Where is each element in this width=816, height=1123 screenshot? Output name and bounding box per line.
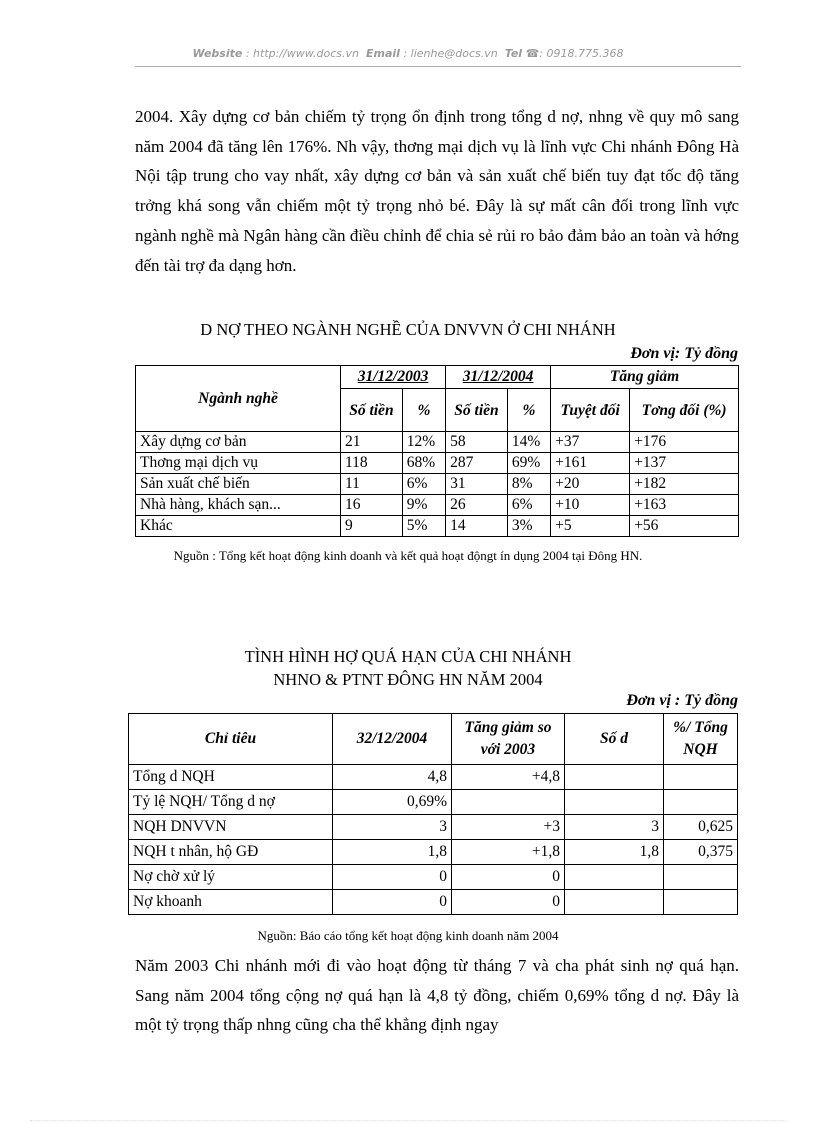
table-row: Sản xuất chế biến 11 6% 31 8% +20 +182	[136, 474, 739, 495]
table2-source: Nguồn: Báo cáo tổng kết hoạt động kinh doanh năm 2004	[257, 928, 559, 943]
table-row: Xây dựng cơ bản 21 12% 58 14% +37 +176	[136, 432, 739, 453]
table-row: Tổng d NQH 4,8 +4,8	[129, 765, 738, 790]
tel-value: : 0918.775.368	[539, 47, 624, 60]
email-label: Email	[366, 47, 400, 60]
paragraph-1: 2004. Xây dựng cơ bản chiếm tỷ trọng ổn định trong tổng d nợ, nhng về quy mô sang năm 2004 đã tăng lên 176%. Nh vậy, thơng mại dịch vụ là lĩnh vực Chi nhánh Đông Hà Nội tập trung cho vay nhất, xây dựng cơ bản và sản xuất chế biến tuy đạt tốc độ tăng trởng khá song vẫn chiếm một tỷ trọng nhỏ bé. Đây là sự mất cân đối trong lĩnh vực ngành nghề mà Ngân hàng cần điều chỉnh để chia sẻ rủi ro bảo đảm bảo an toàn và hớng đến tài trợ đa dạng hơn.	[135, 107, 739, 275]
table2-unit: Đơn vị : Tỷ đồng	[626, 692, 738, 709]
table2-title-line2: NHNO & PTNT ĐÔNG HN NĂM 2004	[273, 670, 543, 689]
col-change: Tăng giảm so với 2003	[452, 714, 565, 765]
col-indicator: Chỉ tiêu	[129, 714, 333, 765]
page-header	[0, 47, 816, 60]
sub-absolute: Tuyệt đối	[551, 389, 630, 432]
table-row: Nợ khoanh 0 0	[129, 890, 738, 915]
table-row: Khác 9 5% 14 3% +5 +56	[136, 516, 739, 537]
col-industry: Ngành nghề	[136, 366, 341, 432]
industry-loan-table	[135, 365, 739, 537]
table-row: Tỷ lệ NQH/ Tổng d nợ 0,69%	[129, 790, 738, 815]
paragraph-2: Năm 2003 Chi nhánh mới đi vào hoạt động từ tháng 7 và cha phát sinh nợ quá hạn. Sang năm 2004 tổng cộng nợ quá hạn là 4,8 tỷ đồng, chiếm 0,69% tổng d nợ. Đây là một tỷ trọng thấp nhng cũng cha thể khẳng định ngay	[135, 956, 739, 1035]
email-value: : lienhe@docs.vn	[403, 47, 498, 60]
footer-divider	[30, 1120, 786, 1121]
col-share: %/ Tổng NQH	[664, 714, 738, 765]
website-value: : http://www.docs.vn	[245, 47, 360, 60]
table-row: Nợ chờ xử lý 0 0	[129, 865, 738, 890]
website-label: Website	[192, 47, 243, 60]
table-row: Nhà hàng, khách sạn... 16 9% 26 6% +10 +163	[136, 495, 739, 516]
overdue-debt-table	[128, 713, 738, 915]
col-change: Tăng giảm	[551, 366, 739, 389]
sub-pct-2004: %	[507, 389, 550, 432]
col-balance: Số d	[565, 714, 664, 765]
table2-title-line1: TÌNH HÌNH HỢ QUÁ HẠN CỦA CHI NHÁNH	[244, 647, 572, 666]
table1-unit: Đơn vị: Tỷ đồng	[630, 345, 738, 362]
table-row: Thơng mại dịch vụ 118 68% 287 69% +161 +137	[136, 453, 739, 474]
table-row: NQH DNVVN 3 +3 3 0,625	[129, 815, 738, 840]
sub-amount-2004: Số tiền	[446, 389, 508, 432]
table-row: NQH t nhân, hộ GĐ 1,8 +1,8 1,8 0,375	[129, 840, 738, 865]
col-2003: 31/12/2003	[341, 366, 446, 389]
sub-pct-2003: %	[402, 389, 445, 432]
sub-relative: Tơng đối (%)	[630, 389, 739, 432]
sub-amount-2003: Số tiền	[341, 389, 403, 432]
col-date: 32/12/2004	[333, 714, 452, 765]
header-divider	[135, 66, 741, 67]
table1-source: Nguồn : Tổng kết hoạt động kinh doanh và kết quả hoạt độngt ín dụng 2004 tại Đông HN.	[173, 548, 643, 563]
col-2004: 31/12/2004	[446, 366, 551, 389]
table1-title: D NỢ THEO NGÀNH NGHỀ CỦA DNVVN Ở CHI NHÁNH	[200, 320, 616, 339]
tel-label: Tel	[504, 47, 523, 60]
phone-icon: ☎	[525, 47, 540, 60]
